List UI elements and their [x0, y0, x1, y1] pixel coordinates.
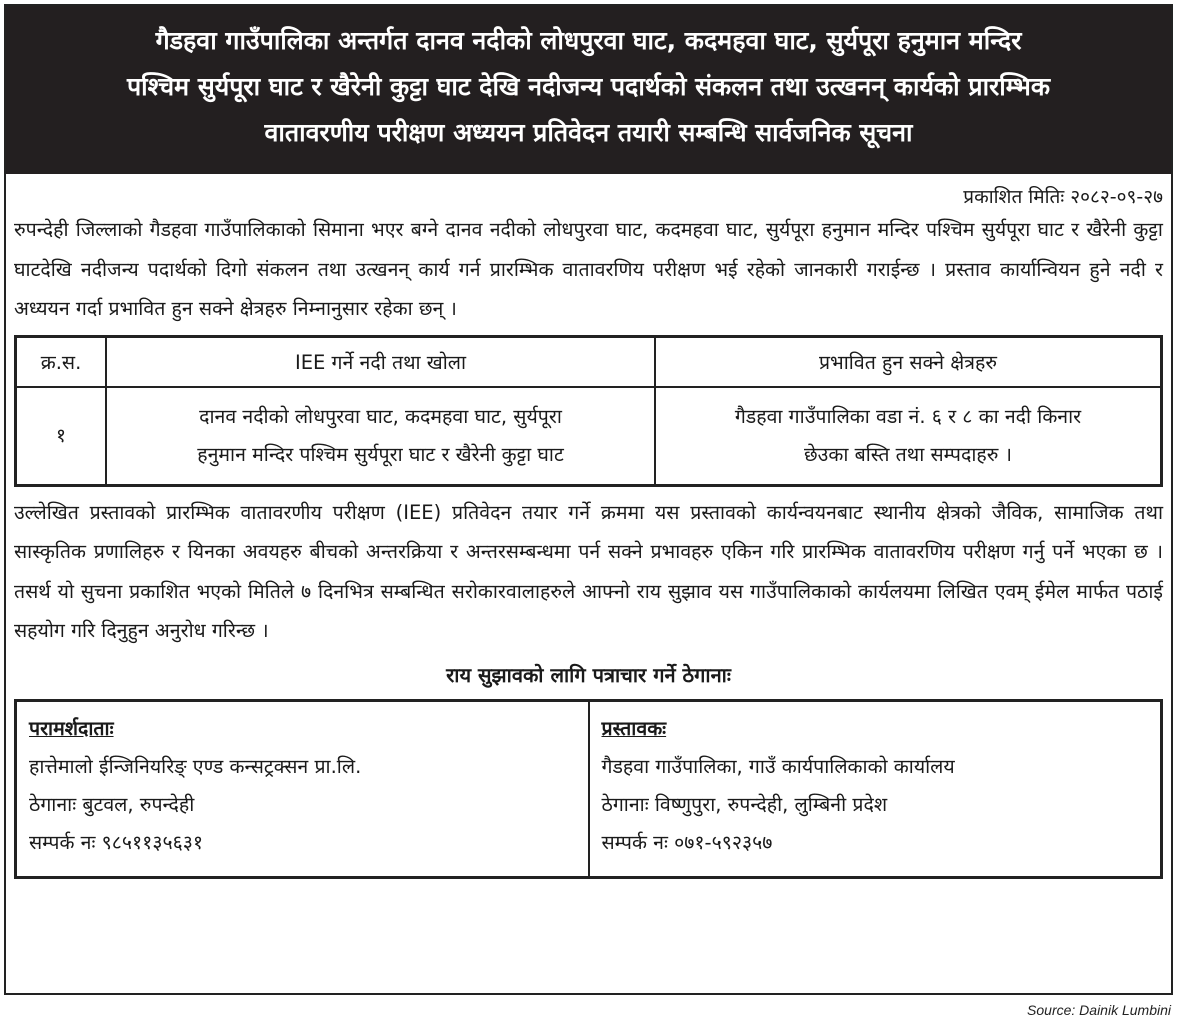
cell-river-line-2: हनुमान मन्दिर पश्चिम सुर्यपूरा घाट र खैरेनी कुट्टा घाट [197, 442, 564, 466]
intro-paragraph: रुपन्देही जिल्लाको गैडहवा गाउँपालिकाको सिमाना भएर बग्ने दानव नदीको लोधपुरवा घाट, कदमहवा घाट, सुर्यपूरा हनुमान मन्दिर पश्चिम सुर्यपूरा घाट र खैरेनी कुट्टा घाटदेखि नदीजन्य पदार्थको दिगो संकलन तथा उत्खनन् कार्य गर्न प्रारम्भिक वातावरणिय परीक्षण भई रहेको जानकारी गराईन्छ । प्रस्ताव कार्यान्वियन हुने नदी र अध्ययन गर्दा प्रभावित हुन सक्ने क्षेत्रहरु निम्नानुसार रहेका छन् । [14, 218, 1163, 320]
public-notice [4, 4, 1173, 995]
notice-header [6, 6, 1171, 174]
col-header-sn: क्र.स. [16, 336, 107, 387]
header-line-1: गैडहवा गाउँपालिका अन्तर्गत दानव नदीको लोधपुरवा घाट, कदमहवा घाट, सुर्यपूरा हनुमान मन्दिर [155, 26, 1022, 55]
consultant-contact: सम्पर्क नः ९८५११३५६३१ [29, 830, 204, 854]
cell-affected-area [655, 387, 1162, 486]
consultant-heading: परामर्शदाताः [29, 716, 114, 740]
address-box [14, 699, 1163, 879]
col-header-affected-area: प्रभावित हुन सक्ने क्षेत्रहरु [655, 336, 1162, 387]
proponent-block [588, 702, 1161, 876]
table-header-row [16, 336, 1162, 387]
proponent-heading: प्रस्तावकः [601, 716, 667, 740]
body-paragraph: उल्लेखित प्रस्तावको प्रारम्भिक वातावरणीय परीक्षण (IEE) प्रतिवेदन तयार गर्ने क्रममा यस प्रस्तावको कार्यन्वयनबाट स्थानीय क्षेत्रको जैविक, सामाजिक तथा सास्कृतिक प्रणालिहरु र यिनका अवयहरु बीचको अन्तरक्रिया र अन्तरसम्बन्धमा पर्न सक्ने प्रभावहरु एकिन गरि प्रारम्भिक वातावरणिय परीक्षण गर्नु पर्ने भएका छ । तसर्थ यो सुचना प्रकाशित भएको मितिले ७ दिनभित्र सम्बन्धित सरोकारवालाहरुले आफ्नो राय सुझाव यस गाउँपालिकाको कार्यलयमा लिखित एवम् ईमेल मार्फत पठाई सहयोग गरि दिनुहुन अनुरोध गरिन्छ । [14, 500, 1163, 642]
cell-river-line-1: दानव नदीको लोधपुरवा घाट, कदमहवा घाट, सुर्यपूरा [199, 404, 562, 428]
notice-content [6, 184, 1171, 879]
table-row [16, 387, 1162, 486]
river-table [14, 335, 1163, 487]
consultant-block [17, 702, 588, 876]
publish-date: प्रकाशित मितिः २०८२-०९-२७ [963, 186, 1163, 208]
header-line-3: वातावरणीय परीक्षण अध्ययन प्रतिवेदन तयारी सम्बन्धि सार्वजनिक सूचना [264, 118, 913, 147]
consultant-address: ठेगानाः बुटवल, रुपन्देही [29, 792, 195, 816]
header-line-2: पश्चिम सुर्यपूरा घाट र खैरेनी कुट्टा घाट देखि नदीजन्य पदार्थको संकलन तथा उत्खनन् कार्यको प्रारम्भिक [126, 72, 1051, 101]
proponent-address: ठेगानाः विष्णुपुरा, रुपन्देही, लुम्बिनी प्रदेश [601, 792, 888, 816]
cell-area-line-2: छेउका बस्ति तथा सम्पदाहरु । [804, 442, 1012, 466]
proponent-contact: सम्पर्क नः ०७१-५९२३५७ [601, 830, 773, 854]
cell-river [106, 387, 655, 486]
col-header-river: IEE गर्ने नदी तथा खोला [106, 336, 655, 387]
cell-area-line-1: गैडहवा गाउँपालिका वडा नं. ६ र ८ का नदी किनार [734, 404, 1082, 428]
address-title: राय सुझावको लागि पत्राचार गर्ने ठेगानाः [446, 662, 731, 687]
source-credit: Source: Dainik Lumbini [1027, 1002, 1171, 1018]
cell-sn: १ [16, 387, 107, 486]
consultant-name: हात्तेमालो ईन्जिनियरिङ् एण्ड कन्सट्रक्सन प्रा.लि. [29, 754, 362, 778]
proponent-name: गैडहवा गाउँपालिका, गाउँ कार्यपालिकाको कार्यालय [601, 754, 955, 778]
